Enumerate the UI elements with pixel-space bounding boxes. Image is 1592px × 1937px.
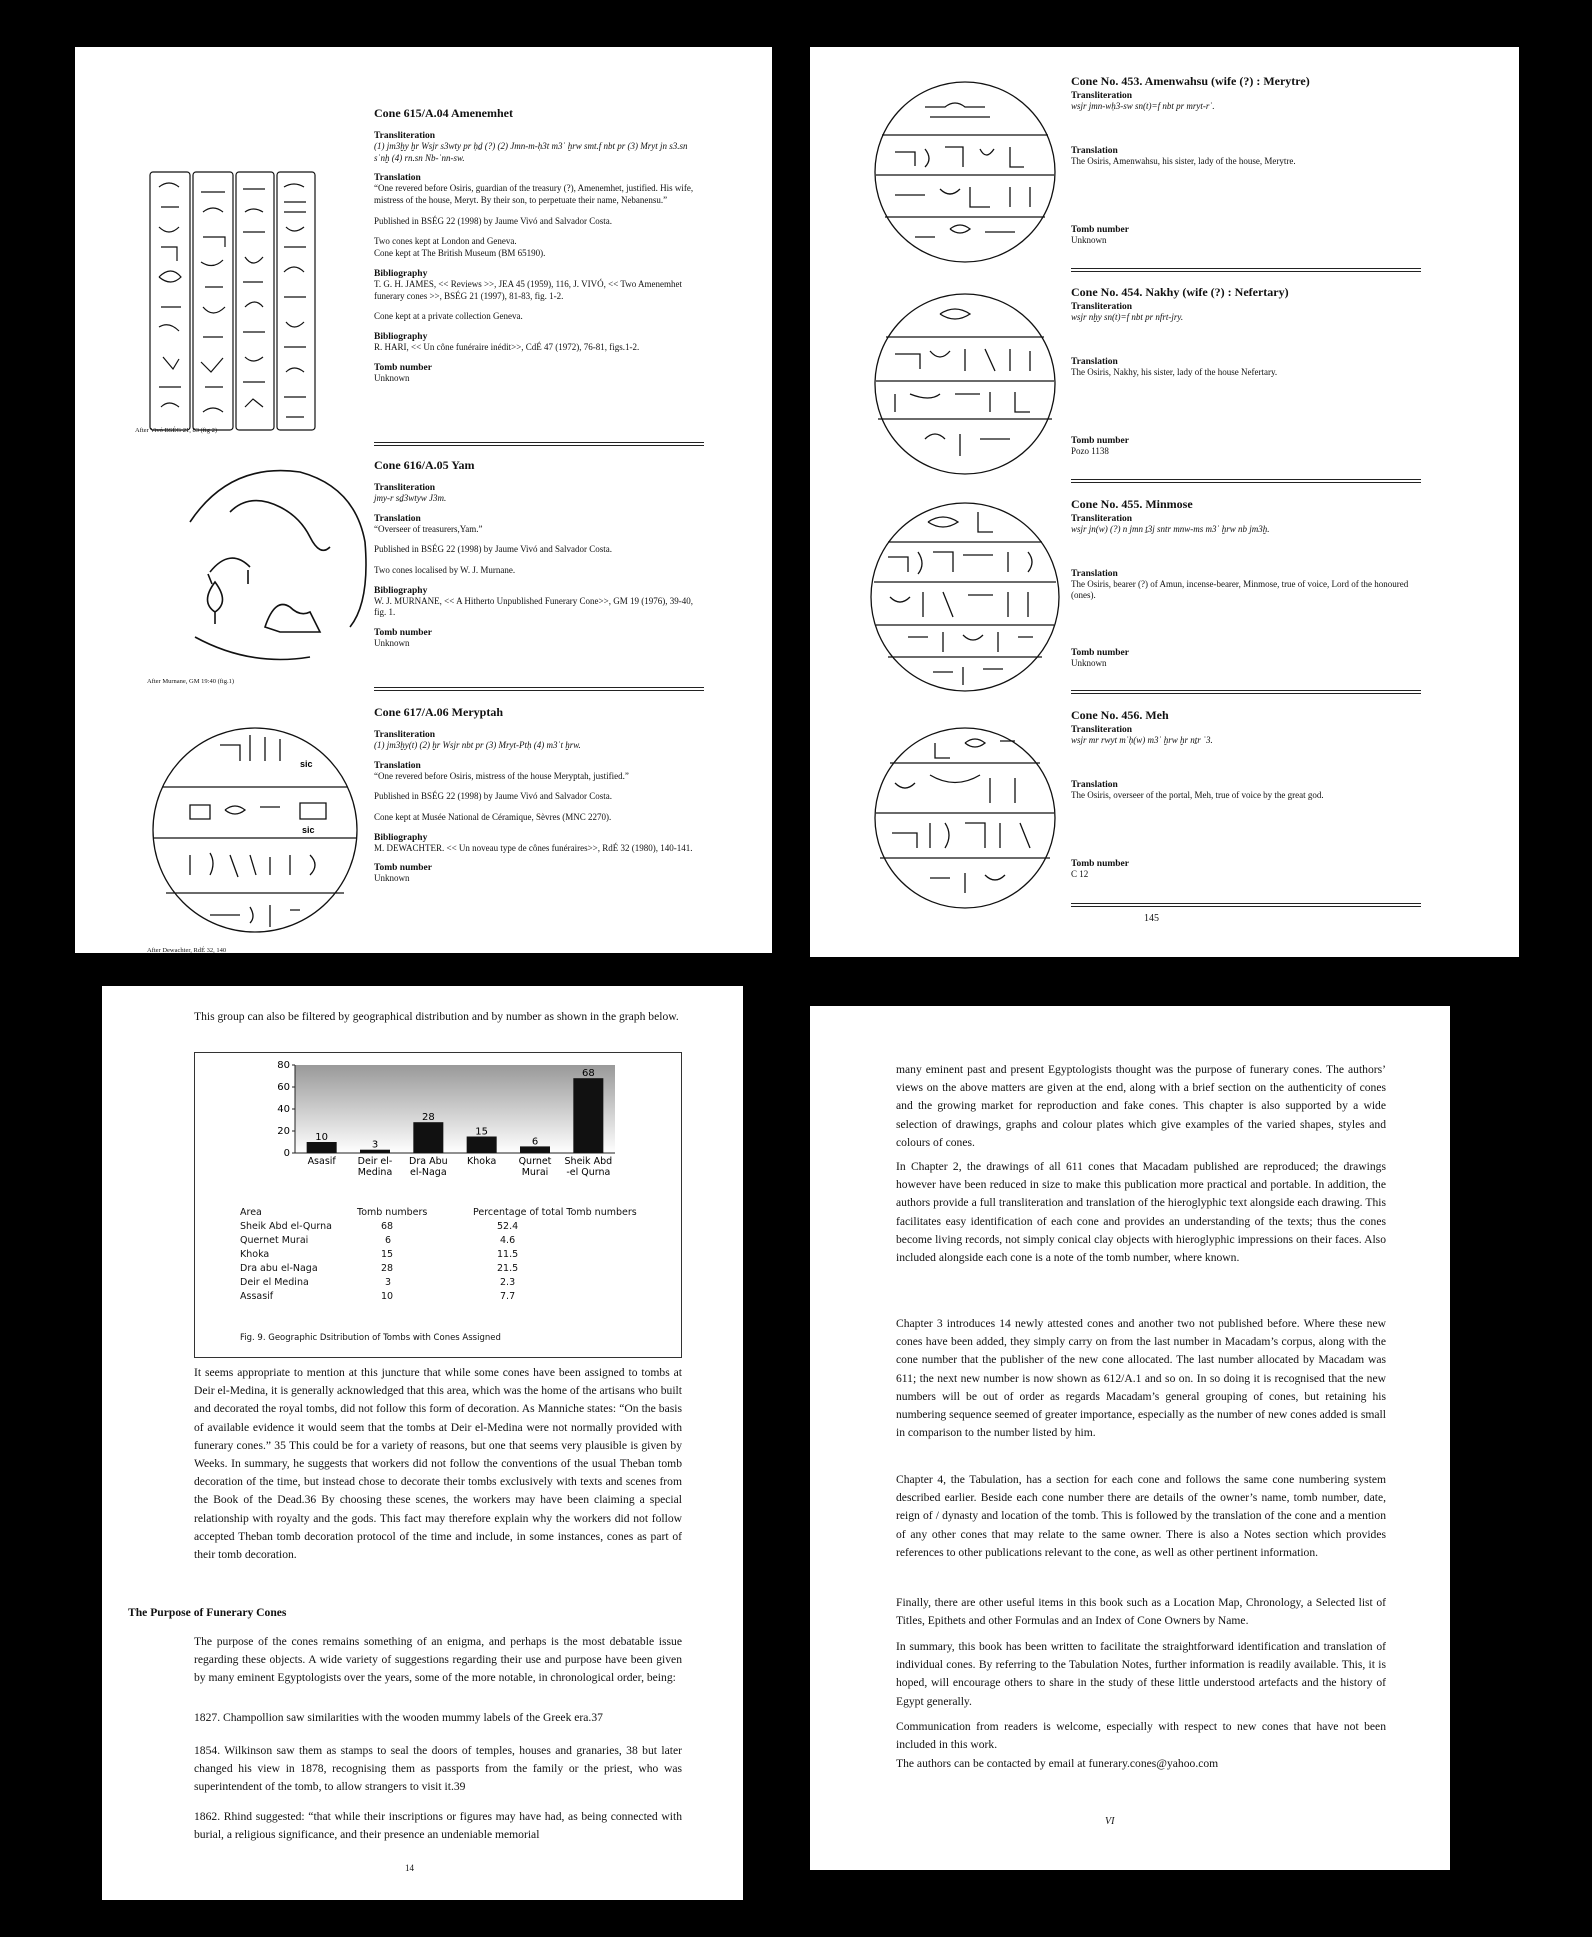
translit-text: wsjr jn(w) (?) n jmn ṯ3j sntr mnw-ms m3ʿ ḫrw nb jm3ḫ.	[1071, 524, 1270, 534]
translation-text: The Osiris, overseer of the portal, Meh, true of voice by the great god.	[1071, 789, 1324, 800]
translation-label: Translation	[374, 760, 421, 771]
count-cell: 6	[385, 1234, 392, 1246]
translation-text: The Osiris, Nakhy, his sister, lady of the house Nefertary.	[1071, 366, 1278, 377]
book-page-14	[102, 986, 743, 1900]
translation-text: “One revered before Osiris, mistress of the house Meryptah, justified.”	[374, 770, 629, 781]
chapter-2-paragraph: In Chapter 2, the drawings of all 611 cones that Macadam published are reproduced; the drawings however have been reduced in size to make this publication more practical and portable. In addition, the authors provide a full transliteration and translation of the hieroglyphic text alongside each drawing. This facilitates easy identification of each cone and provides an understanding of the texts; thus the cones become living records, not simply conical clay objects with hieroglyphic impressions on their faces. Also included alongside each cone is a note of the tomb number, where known.	[896, 1160, 1386, 1265]
tomb-number: Unknown	[374, 873, 410, 884]
area-cell: Dra abu el-Naga	[240, 1262, 318, 1274]
entry-divider	[1071, 268, 1421, 272]
entry-divider	[374, 687, 704, 691]
bar	[307, 1142, 337, 1153]
table-row	[240, 1275, 637, 1289]
chapter-4-paragraph: Chapter 4, the Tabulation, has a section for each cone and follows the same cone numbering system described earlier. Beside each cone number there are details of the owner’s name, tomb number, date, reign of / dynasty and location of the tomb. This is followed by the translation of the cone and a mention of any other cones that may relate to the same owner. There is also a Notes section which provides references to other publications relevant to the cone, as well as other pertinent information.	[896, 1473, 1386, 1559]
translit-text: jmy-r sḏ3wtyw J3m.	[374, 493, 447, 503]
catalogue-entry	[1071, 497, 1421, 670]
tomb-number-label: Tomb number	[374, 628, 432, 639]
tomb-number-label: Tomb number	[1071, 648, 1129, 659]
catalogue-entry	[1071, 708, 1421, 881]
area-cell: Sheik Abd el-Qurna	[240, 1220, 332, 1232]
category-label: Sheik Abd -el Qurna	[564, 1156, 613, 1178]
area-cell: Deir el Medina	[240, 1276, 309, 1288]
translit-label: Transliteration	[1071, 514, 1133, 524]
champollion-paragraph: 1827. Champollion saw similarities with the wooden mummy labels of the Greek era.37	[194, 1711, 603, 1724]
translation-label: Translation	[1071, 568, 1118, 579]
area-cell: Assasif	[240, 1290, 274, 1302]
bibliography-label: Bibliography	[374, 585, 428, 596]
entry-title: Cone No. 453. Amenwahsu (wife (?) : Merytre)	[1071, 74, 1310, 88]
distribution-figure	[194, 1052, 682, 1358]
translation-text: “One revered before Osiris, guardian of the treasury (?), Amenemhet, justified. His wife, mistress of the house, Meryt. By their son, to perpetuate their name, Nebanensu.”	[374, 183, 694, 206]
bar-value-label: 6	[531, 1136, 539, 1148]
translit-text: (1) jm3ḫy(t) (2) ḫr Wsjr nbt pr (3) Mryt-Ptḥ (4) m3ʿt ḫrw.	[374, 740, 581, 750]
section-heading: The Purpose of Funerary Cones	[128, 1606, 287, 1619]
cone-615-drawing	[147, 167, 317, 437]
tomb-number-label: Tomb number	[374, 362, 432, 373]
entry-title: Cone 615/A.04 Amenemhet	[374, 106, 513, 120]
cone-455-drawing	[868, 497, 1062, 697]
y-tick-label: 40	[277, 1104, 290, 1115]
translit-label: Transliteration	[1071, 91, 1133, 101]
bar	[573, 1078, 603, 1153]
y-tick-label: 60	[277, 1082, 290, 1093]
tomb-number: Unknown	[374, 638, 410, 649]
percent-cell: 52.4	[497, 1220, 519, 1232]
translit-text: wsjr nḫy sn(t)=f nbt pr nfrt-jry.	[1071, 312, 1184, 322]
percent-cell: 7.7	[500, 1290, 516, 1302]
figure-caption: After Murnane, GM 19:40 (fig.1)	[147, 678, 235, 685]
category-label: Khoka	[467, 1156, 497, 1167]
count-cell: 10	[381, 1290, 394, 1302]
catalogue-entry	[1071, 285, 1421, 458]
entry-divider	[1071, 479, 1421, 483]
summary-paragraph: In summary, this book has been written to facilitate the straightforward identification and translation of individual cones. By referring to the Tabulation Notes, further information is readily available. This, it is hoped, will encourage others to share in the study of these little understood artefacts and the history of Egypt generally.	[896, 1640, 1386, 1708]
distribution-bar-chart	[195, 1053, 681, 1198]
chapter-3-paragraph: Chapter 3 introduces 14 newly attested cones and another two not published before. Where these new cones have been added, they simply carry on from the last number in Macadam’s corpus, along with the cone number that the publisher of the new cone allocated. The last number allocated by Macadam was 611; the next new number is now shown as 612/A.1 and so on. In so doing it is recognised that the new numbers will be out of order as regards Macadam’s general grouping of cones, but retaining his numbering sequence seemed of greater importance, especially as the number of new cones added is small in comparison to the number listed by him.	[896, 1317, 1386, 1440]
translation-label: Translation	[374, 513, 421, 524]
table-row	[240, 1261, 637, 1275]
bar-value-label: 10	[315, 1132, 329, 1143]
svg-text:sic: sic	[300, 759, 313, 769]
bibliography-text: R. HARI, << Un cône funéraire inédit>>, CdÉ 47 (1972), 76-81, figs.1-2.	[374, 341, 640, 352]
book-page-vi	[810, 1006, 1450, 1870]
other-items-paragraph: Finally, there are other useful items in this book such as a Location Map, Chronology, a Selected list of Titles, Epithets and other Formulas and an Index of Cone Owners by Name.	[896, 1596, 1386, 1628]
tomb-number-label: Tomb number	[1071, 859, 1129, 870]
area-cell: Khoka	[240, 1248, 270, 1260]
tomb-number-label: Tomb number	[1071, 225, 1129, 236]
tomb-number: Unknown	[1071, 235, 1107, 246]
table-row	[240, 1219, 637, 1233]
bar-value-label: 15	[475, 1126, 489, 1138]
rhind-paragraph: 1862. Rhind suggested: “that while their inscriptions or figures may have had, as being connected with burial, a religious significance, and their presence an undeniable memorial	[194, 1810, 682, 1842]
category-label: Deir el-Medina	[357, 1156, 393, 1178]
translation-text: The Osiris, Amenwahsu, his sister, lady of the house, Merytre.	[1071, 155, 1296, 166]
bibliography-label: Bibliography	[374, 268, 428, 279]
distribution-table	[240, 1205, 637, 1303]
percent-cell: 2.3	[500, 1276, 516, 1288]
percent-cell: 21.5	[497, 1262, 519, 1274]
bar-value-label: 28	[421, 1112, 435, 1124]
page-number: 145	[1144, 913, 1159, 924]
category-label: Dra Abu el-Naga	[409, 1156, 448, 1178]
column-header: Percentage of total Tomb numbers	[473, 1206, 637, 1218]
bar	[467, 1137, 497, 1154]
purpose-paragraph: The purpose of the cones remains something of an enigma, and perhaps is the most debatable issue regarding these objects. A wide variety of suggestions regarding their use and purpose have been given by many eminent Egyptologists over the years, some of the more notable, in chronological order, being:	[194, 1635, 682, 1685]
catalogue-entry	[374, 458, 704, 650]
intro-paragraph: many eminent past and present Egyptologists thought was the purpose of funerary cones. The authors’ views on the above matters are given at the end, along with a brief section on the authenticity of cones and the growing market for reproduction and fake cones. This chapter is also supported by a wide selection of drawings, graphs and colour plates which give examples of the varied shapes, styles and colours of cones.	[896, 1063, 1386, 1149]
catalogue-entry	[1071, 74, 1421, 247]
tomb-number: Pozo 1138	[1071, 446, 1109, 457]
count-cell: 28	[381, 1262, 394, 1274]
translation-text: “Overseer of treasurers,Yam.”	[374, 523, 483, 534]
svg-text:sic: sic	[302, 825, 315, 835]
cone-616-drawing	[170, 462, 370, 677]
figure-caption: After Vivó BSÉG 21, 83 (fig 2)	[135, 427, 217, 434]
translit-label: Transliteration	[374, 131, 436, 141]
translation-label: Translation	[1071, 779, 1118, 790]
translit-text: wsjr jmn-wḥ3-sw sn(t)=f nbt pr mryt-rʿ.	[1071, 101, 1215, 111]
percent-cell: 11.5	[497, 1248, 519, 1260]
translation-label: Translation	[1071, 356, 1118, 367]
entry-title: Cone No. 455. Minmose	[1071, 497, 1193, 511]
translit-label: Transliteration	[1071, 302, 1133, 312]
published-note: Published in BSÉG 22 (1998) by Jaume Vivó and Salvador Costa.	[374, 215, 613, 226]
y-tick-label: 0	[283, 1148, 290, 1159]
y-tick-label: 20	[277, 1126, 290, 1137]
count-cell: 3	[385, 1276, 392, 1288]
category-label: Qurnet Murai	[518, 1156, 552, 1178]
category-label: Asasif	[307, 1156, 336, 1167]
bibliography-label: Bibliography	[374, 331, 428, 342]
percent-cell: 4.6	[500, 1234, 516, 1246]
contact-line: The authors can be contacted by email at funerary.cones@yahoo.com	[896, 1757, 1219, 1770]
translit-text: wsjr mr rwyt mʿḥ(w) m3ʿ ḫrw ḫr nṯr ʿ3.	[1071, 735, 1213, 745]
entry-divider	[374, 442, 704, 446]
area-cell: Quernet Murai	[240, 1234, 309, 1246]
communication-paragraph: Communication from readers is welcome, especially with respect to new cones that have not been included in this work.	[896, 1720, 1386, 1752]
bibliography-text: W. J. MURNANE, << A Hitherto Unpublished Funerary Cone>>, GM 19 (1976), 39-40, fig. 1.	[374, 595, 693, 618]
kept-note: Two cones localised by W. J. Murnane.	[374, 565, 516, 576]
table-row	[240, 1233, 637, 1247]
published-note: Published in BSÉG 22 (1998) by Jaume Vivó and Salvador Costa.	[374, 791, 613, 802]
bar	[413, 1122, 443, 1153]
cone-456-drawing	[870, 723, 1060, 913]
bibliography-label: Bibliography	[374, 832, 428, 843]
tomb-number: Unknown	[1071, 658, 1107, 669]
cone-617-drawing	[150, 715, 360, 945]
catalogue-entry	[374, 705, 704, 885]
page-number: 14	[405, 1863, 414, 1873]
kept-note: Two cones kept at London and Geneva. Cone kept at The British Museum (BM 65190).	[374, 236, 546, 259]
table-header-row	[240, 1205, 637, 1219]
entry-title: Cone 617/A.06 Meryptah	[374, 705, 503, 719]
cone-454-drawing	[870, 289, 1060, 479]
bar-value-label: 3	[371, 1139, 379, 1151]
entry-title: Cone No. 454. Nakhy (wife (?) : Nefertary)	[1071, 285, 1289, 299]
bibliography-text: M. DEWACHTER. << Un noveau type de cônes funéraires>>, RdÉ 32 (1980), 140-141.	[374, 842, 693, 853]
catalogue-page-left	[75, 47, 772, 953]
translation-label: Translation	[374, 173, 421, 184]
entry-title: Cone 616/A.05 Yam	[374, 458, 475, 472]
column-header: Tomb numbers	[357, 1206, 428, 1218]
tomb-number: Unknown	[374, 372, 410, 383]
cone-453-drawing	[870, 77, 1060, 267]
bibliography-text: T. G. H. JAMES, << Reviews >>, JEA 45 (1959), 116, J. VIVÓ, << Two Amenemhet funerary cones >>, BSÉG 21 (1997), 81-83, fig. 1-2.	[374, 278, 682, 301]
kept-note: Cone kept at Musée National de Céramique, Sèvres (MNC 2270).	[374, 812, 612, 823]
catalogue-entry	[374, 106, 704, 384]
figure-caption: Fig. 9. Geographic Dsitribution of Tombs with Cones Assigned	[240, 1333, 501, 1343]
published-note: Published in BSÉG 22 (1998) by Jaume Vivó and Salvador Costa.	[374, 544, 613, 555]
y-tick-label: 80	[277, 1060, 290, 1071]
tomb-number-label: Tomb number	[374, 863, 432, 874]
table-row	[240, 1247, 637, 1261]
entry-divider	[1071, 903, 1421, 907]
translit-label: Transliteration	[374, 730, 436, 740]
translation-label: Translation	[1071, 145, 1118, 156]
figure-caption: After Dewachter, RdÉ 32, 140	[147, 947, 227, 953]
table-row	[240, 1289, 637, 1303]
entry-title: Cone No. 456. Meh	[1071, 708, 1169, 722]
kept-note: Cone kept at a private collection Geneva.	[374, 311, 523, 322]
translit-text: (1) jm3ḫy ḫr Wsjr s3wty pr ḥḏ (?) (2) Jmn-m-ḥ3t m3ʿ ḫrw smt.f nbt pr (3) Mryt jn s3.sn sʿnḫ (4) rn.sn Nb-ʿnn-sw.	[374, 141, 688, 163]
tomb-number-label: Tomb number	[1071, 436, 1129, 447]
tomb-number: C 12	[1071, 869, 1089, 880]
bar-value-label: 68	[581, 1068, 595, 1080]
translit-label: Transliteration	[1071, 725, 1133, 735]
count-cell: 68	[381, 1220, 394, 1232]
deir-el-medina-paragraph: It seems appropriate to mention at this juncture that while some cones have been assigned to tombs at Deir el-Medina, it is generally acknowledged that this area, which was the home of the artisans who built and decorated the royal tombs, did not follow this form of decoration. As Manniche states: “On the basis of available evidence it would seem that the tombs at Deir el-Medina were not normally provided with funerary cones.” 35 This could be for a variety of reasons, but one that seems very plausible is given by Weeks. In summary, he suggests that workers did not follow the conventions of the usual Theban tomb decoration of the time, but instead chose to decorate their tombs exclusively with texts and scenes from the Book of the Dead.36 By choosing these scenes, the workers may have been claiming a special relationship with royalty and the gods. This fact may therefore explain why the workers did not follow accepted Theban tomb decoration protocol of the time and include, in some instances, cones as part of their tomb decoration.	[194, 1366, 682, 1562]
page-number: VI	[1105, 1816, 1115, 1827]
intro-paragraph: This group can also be filtered by geographical distribution and by number as shown in the graph below.	[194, 1010, 679, 1023]
catalogue-page-right	[810, 47, 1519, 957]
translit-label: Transliteration	[374, 483, 436, 493]
translation-text: The Osiris, bearer (?) of Amun, incense-bearer, Minmose, true of voice, Lord of the honoured (ones).	[1071, 578, 1409, 601]
wilkinson-paragraph: 1854. Wilkinson saw them as stamps to seal the doors of temples, houses and granaries, 38 but later changed his view in 1878, recognising them as passports from the family or the priest, who was superintendent of the tomb, to allow strangers to visit it.39	[194, 1744, 682, 1794]
column-header: Area	[240, 1206, 262, 1218]
count-cell: 15	[381, 1248, 394, 1260]
entry-divider	[1071, 690, 1421, 694]
